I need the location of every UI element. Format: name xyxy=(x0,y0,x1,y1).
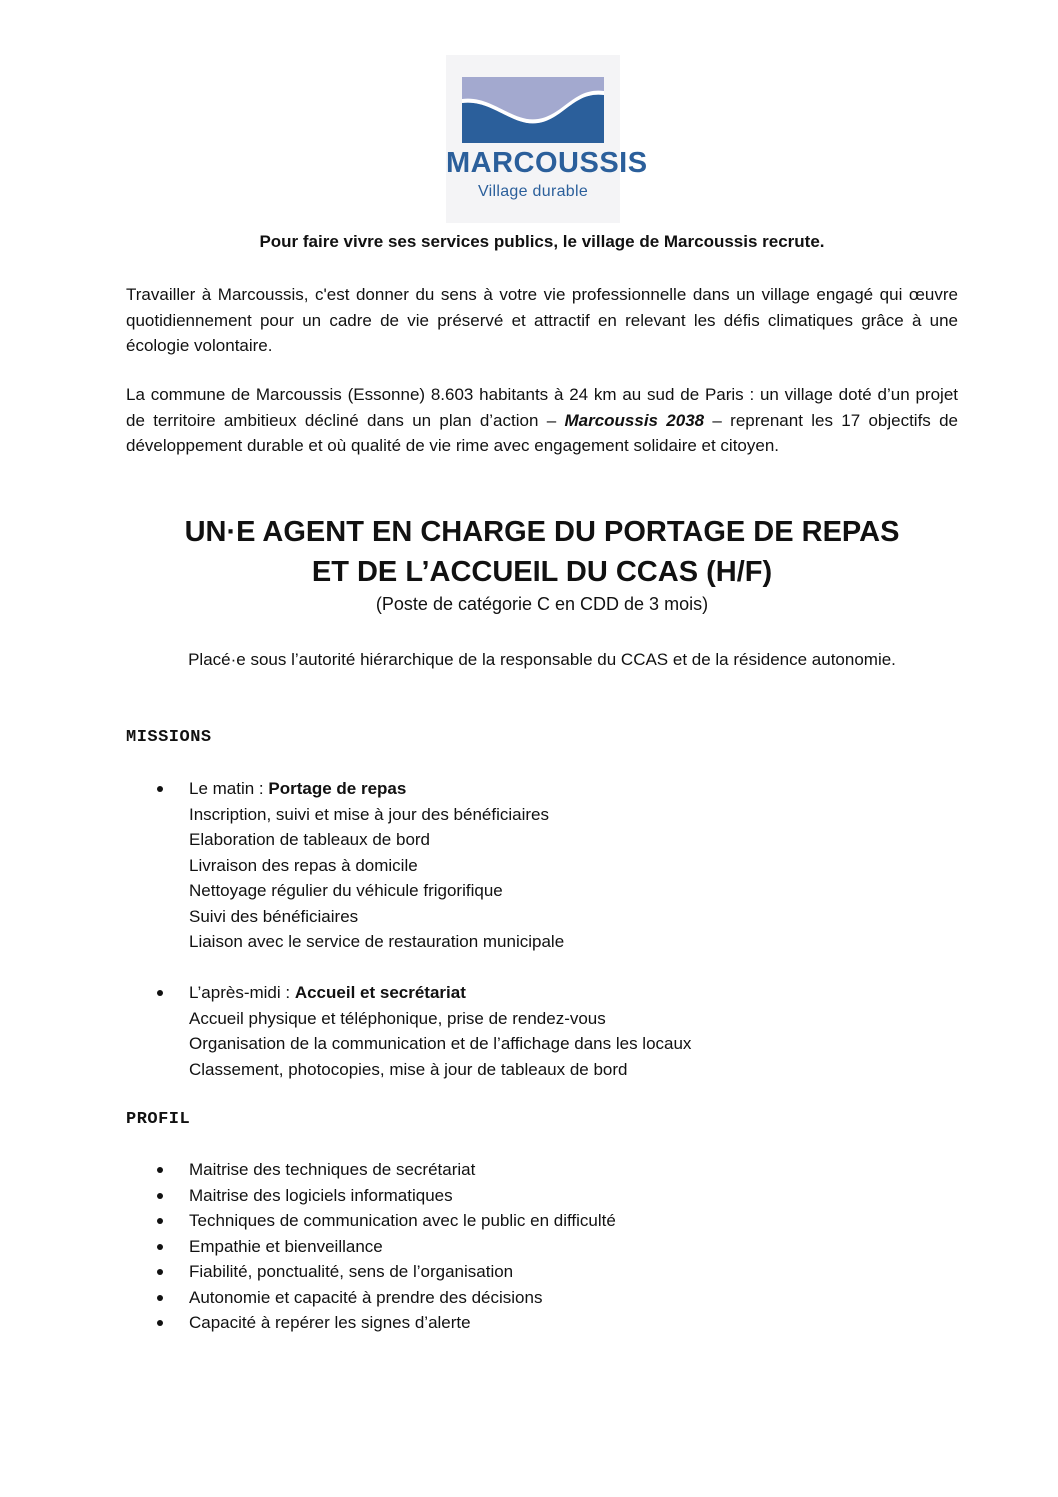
profil-item: Capacité à repérer les signes d’alerte xyxy=(189,1313,471,1332)
list-item: Elaboration de tableaux de bord xyxy=(189,830,431,849)
bullet-icon xyxy=(157,786,163,792)
list-item xyxy=(126,1259,958,1285)
commune-emphasis: Marcoussis 2038 xyxy=(564,410,705,430)
profil-item: Techniques de communication avec le public en difficulté xyxy=(189,1211,616,1230)
placement-text: Placé·e sous l’autorité hiérarchique de la responsable du CCAS et de la résidence autonomie. xyxy=(188,650,896,669)
bullet-icon xyxy=(157,1193,163,1199)
profil-item: Fiabilité, ponctualité, sens de l’organisation xyxy=(189,1262,514,1281)
list-item: Livraison des repas à domicile xyxy=(189,855,418,875)
missions-afternoon xyxy=(126,980,958,1082)
commune-text-after: – reprenant les 17 objectifs de développement durable et où qualité de vie rime avec engagement solidaire et citoyen. xyxy=(126,410,959,455)
profil-heading: PROFIL xyxy=(126,1110,191,1129)
morning-title: Portage de repas xyxy=(268,779,407,798)
missions-heading: MISSIONS xyxy=(126,728,212,747)
list-item xyxy=(126,1183,958,1209)
list-item xyxy=(126,980,958,1006)
list-item xyxy=(126,1208,958,1234)
list-item xyxy=(126,1285,958,1311)
logo-subtitle: Village durable xyxy=(477,183,589,200)
logo-title: MARCOUSSIS xyxy=(446,147,648,179)
job-title-line-1: UN·E AGENT EN CHARGE DU PORTAGE DE REPAS xyxy=(184,516,900,548)
list-item: Inscription, suivi et mise à jour des bénéficiaires xyxy=(189,804,549,824)
bullet-icon xyxy=(157,1320,163,1326)
marcoussis-logo xyxy=(446,55,648,223)
list-item: Accueil physique et téléphonique, prise de rendez-vous xyxy=(189,1008,606,1028)
bullet-icon xyxy=(157,1295,163,1301)
job-subtitle: (Poste de catégorie C en CDD de 3 mois) xyxy=(375,594,709,614)
afternoon-label: L’après-midi : xyxy=(189,983,295,1002)
list-item xyxy=(126,1310,958,1336)
profil-item: Empathie et bienveillance xyxy=(189,1236,383,1256)
afternoon-title: Accueil et secrétariat xyxy=(294,983,466,1002)
commune-text-before: La commune de Marcoussis (Essonne) 8.603 habitants à 24 km au sud de Paris : un village doté d’un projet de territoire ambitieux décliné dans un plan d’action – xyxy=(126,385,958,430)
profil-list xyxy=(126,1157,958,1336)
missions-morning xyxy=(126,776,958,955)
commune-paragraph xyxy=(126,382,958,459)
bullet-icon xyxy=(157,1269,163,1275)
list-item xyxy=(126,1157,958,1183)
list-item xyxy=(126,1234,958,1260)
morning-label: Le matin : xyxy=(189,779,269,798)
bullet-icon xyxy=(157,1167,163,1173)
bullet-icon xyxy=(157,1218,163,1224)
intro-paragraph: Travailler à Marcoussis, c'est donner du sens à votre vie professionnelle dans un village engagé qui œuvre quotidiennement pour un cadre de vie préservé et attractif en relevant les défis climatiques grâce à une écologie volontaire. xyxy=(126,285,958,355)
list-item: Nettoyage régulier du véhicule frigorifique xyxy=(189,881,503,900)
list-item: Liaison avec le service de restauration municipale xyxy=(189,932,565,951)
job-title-line-2: ET DE L’ACCUEIL DU CCAS (H/F) xyxy=(311,556,773,588)
tagline: Pour faire vivre ses services publics, le village de Marcoussis recrute. xyxy=(259,232,825,251)
list-item: Organisation de la communication et de l’affichage dans les locaux xyxy=(189,1034,692,1053)
bullet-icon xyxy=(157,990,163,996)
list-item: Suivi des bénéficiaires xyxy=(189,906,359,926)
list-item xyxy=(126,776,958,802)
profil-item: Maitrise des techniques de secrétariat xyxy=(189,1160,476,1179)
job-title xyxy=(126,512,958,592)
profil-item: Maitrise des logiciels informatiques xyxy=(189,1185,453,1205)
list-item: Classement, photocopies, mise à jour de tableaux de bord xyxy=(189,1059,628,1079)
bullet-icon xyxy=(157,1244,163,1250)
profil-item: Autonomie et capacité à prendre des décisions xyxy=(189,1287,543,1307)
